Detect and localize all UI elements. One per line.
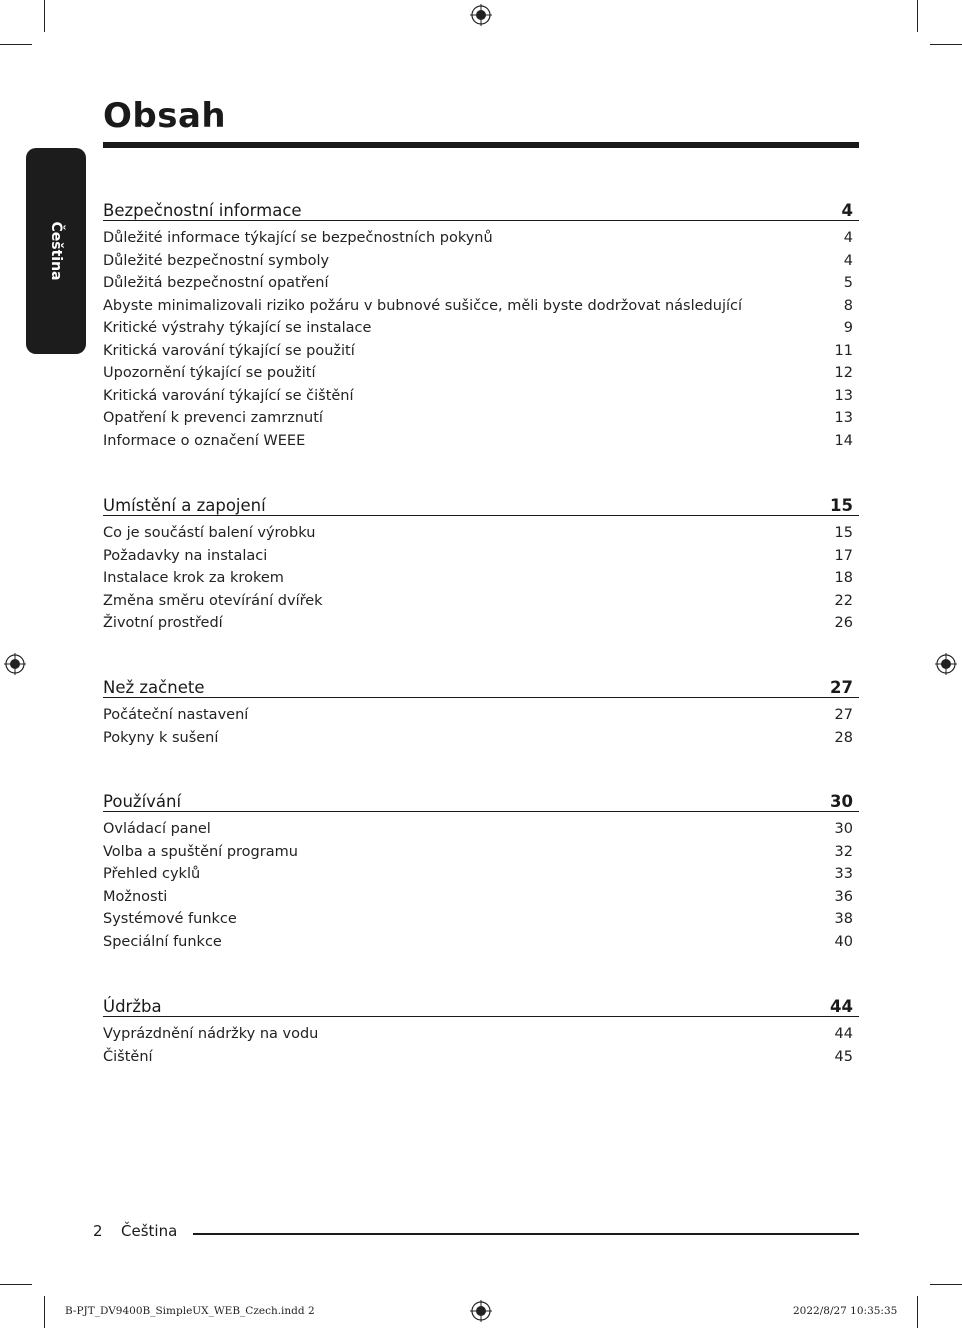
crop-mark [0, 1284, 32, 1285]
footer-divider [193, 1233, 859, 1235]
toc-entry-page: 36 [834, 888, 853, 905]
toc-entry-label: Kritické výstrahy týkající se instalace [103, 320, 372, 336]
crop-mark [917, 1296, 918, 1328]
slug-timestamp: 2022/8/27 10:35:35 [793, 1305, 898, 1317]
toc-entry[interactable] [103, 1046, 859, 1069]
toc-section-page: 4 [841, 201, 853, 220]
toc-entry-page: 22 [834, 592, 853, 609]
toc-entry-label: Opatření k prevenci zamrznutí [103, 410, 323, 426]
page-title: Obsah [103, 96, 227, 136]
language-side-tab [26, 148, 86, 354]
toc-entry-label: Vyprázdnění nádržky na vodu [103, 1026, 319, 1042]
toc-entry-page: 44 [834, 1026, 853, 1042]
crop-mark [930, 1284, 962, 1285]
toc-entry-page: 13 [834, 387, 853, 404]
toc-section-title: Umístění a zapojení [103, 496, 266, 515]
toc-entry-list [103, 227, 859, 452]
toc-entry-label: Systémové funkce [103, 911, 237, 927]
toc-section-title: Bezpečnostní informace [103, 201, 302, 220]
toc-entry-label: Informace o označení WEEE [103, 432, 306, 449]
toc-entry-label: Kritická varování týkající se čištění [103, 387, 354, 404]
toc-entry[interactable] [103, 841, 859, 864]
registration-mark-icon [4, 653, 26, 675]
registration-mark-icon [470, 1300, 492, 1322]
toc-entry[interactable] [103, 863, 859, 886]
toc-entry[interactable] [103, 931, 859, 954]
toc-entry-label: Možnosti [103, 888, 168, 905]
slug-filename: B-PJT_DV9400B_SimpleUX_WEB_Czech.indd 2 [65, 1305, 315, 1317]
toc-entry-page: 33 [834, 866, 853, 882]
toc-entry-label: Co je součástí balení výrobku [103, 525, 316, 541]
toc-entry-label: Důležitá bezpečnostní opatření [103, 275, 329, 291]
toc-entry-page: 13 [834, 410, 853, 426]
toc-entry[interactable] [103, 545, 859, 568]
footer-language: Čeština [121, 1222, 178, 1240]
toc-section-title: Údržba [103, 997, 162, 1016]
crop-mark [44, 0, 45, 32]
toc-section [103, 673, 859, 749]
toc-section-page: 15 [830, 496, 853, 515]
toc-entry-page: 5 [843, 275, 853, 291]
toc-entry-label: Ovládací panel [103, 821, 211, 837]
toc-entry-label: Počáteční nastavení [103, 707, 249, 723]
toc-entry[interactable] [103, 886, 859, 909]
toc-entry[interactable] [103, 704, 859, 727]
toc-section-heading[interactable] [103, 673, 859, 698]
toc-entry[interactable] [103, 908, 859, 931]
toc-entry-label: Důležité bezpečnostní symboly [103, 252, 330, 269]
toc-entry-page: 12 [834, 365, 853, 381]
toc-entry-page: 28 [834, 729, 853, 746]
toc-section-heading[interactable] [103, 787, 859, 812]
toc-entry-page: 14 [834, 432, 853, 449]
toc-entry-page: 17 [834, 547, 853, 564]
toc-entry-list [103, 522, 859, 635]
toc-section-page: 44 [830, 997, 853, 1016]
toc-entry-label: Kritická varování týkající se použití [103, 342, 355, 359]
toc-entry[interactable] [103, 1023, 859, 1046]
toc-entry[interactable] [103, 385, 859, 408]
toc-entry-label: Pokyny k sušení [103, 729, 219, 746]
toc-entry-page: 4 [843, 230, 853, 246]
toc-entry[interactable] [103, 272, 859, 295]
toc-entry[interactable] [103, 818, 859, 841]
toc-section-heading[interactable] [103, 992, 859, 1017]
toc-entry-page: 18 [834, 570, 853, 586]
side-tab-label: Čeština [48, 221, 64, 281]
toc-entry-label: Abyste minimalizovali riziko požáru v bubnové sušičce, měli byste dodržovat následující [103, 297, 743, 314]
toc-entry[interactable] [103, 250, 859, 273]
toc-entry-page: 40 [834, 933, 853, 950]
crop-mark [917, 0, 918, 32]
toc-entry-page: 15 [834, 525, 853, 541]
toc-section [103, 196, 859, 452]
toc-entry-page: 38 [834, 911, 853, 927]
toc-entry[interactable] [103, 317, 859, 340]
toc-entry-label: Speciální funkce [103, 933, 222, 950]
footer-page-number: 2 [93, 1222, 103, 1240]
toc-section [103, 787, 859, 953]
toc-entry-label: Důležité informace týkající se bezpečnostních pokynů [103, 230, 493, 246]
registration-mark-icon [470, 4, 492, 26]
crop-mark [930, 44, 962, 45]
toc-section-title: Používání [103, 792, 182, 811]
title-divider [103, 142, 859, 148]
toc-entry-label: Volba a spuštění programu [103, 843, 298, 860]
toc-entry-page: 4 [843, 252, 853, 269]
toc-section-title: Než začnete [103, 678, 205, 697]
toc-entry-list [103, 704, 859, 749]
toc-entry[interactable] [103, 430, 859, 453]
toc-entry-list [103, 818, 859, 953]
toc-entry-page: 8 [843, 297, 853, 314]
toc-entry-label: Čištění [103, 1048, 153, 1065]
toc-entry-label: Upozornění týkající se použití [103, 365, 316, 381]
crop-mark [0, 44, 32, 45]
toc-section-page: 27 [830, 678, 853, 697]
toc-section-page: 30 [830, 792, 853, 811]
toc-entry-page: 27 [834, 707, 853, 723]
toc-entry[interactable] [103, 407, 859, 430]
toc-entry[interactable] [103, 362, 859, 385]
toc-entry[interactable] [103, 612, 859, 635]
toc-entry-page: 26 [834, 615, 853, 631]
toc-entry-label: Přehled cyklů [103, 866, 201, 882]
toc-entry[interactable] [103, 727, 859, 750]
registration-mark-icon [935, 653, 957, 675]
toc-entry-page: 32 [834, 843, 853, 860]
toc-entry-page: 45 [834, 1048, 853, 1065]
toc-section-heading[interactable] [103, 491, 859, 516]
toc-entry-label: Požadavky na instalaci [103, 547, 268, 564]
toc-entry-label: Životní prostředí [103, 615, 223, 631]
toc-entry-label: Změna směru otevírání dvířek [103, 592, 323, 609]
toc-entry[interactable] [103, 227, 859, 250]
toc-entry-page: 9 [843, 320, 853, 336]
toc-entry-page: 11 [834, 342, 853, 359]
toc-section [103, 992, 859, 1068]
toc-entry[interactable] [103, 340, 859, 363]
toc-entry-page: 30 [834, 821, 853, 837]
toc-section-heading[interactable] [103, 196, 859, 221]
crop-mark [44, 1296, 45, 1328]
toc-entry-list [103, 1023, 859, 1068]
toc-entry[interactable] [103, 567, 859, 590]
toc-entry[interactable] [103, 295, 859, 318]
toc-section [103, 491, 859, 635]
toc-entry[interactable] [103, 590, 859, 613]
toc-entry[interactable] [103, 522, 859, 545]
toc-entry-label: Instalace krok za krokem [103, 570, 284, 586]
